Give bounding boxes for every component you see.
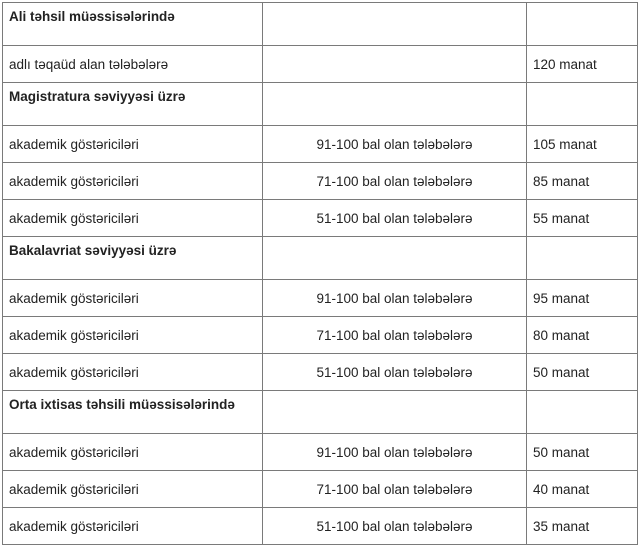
category-cell: akademik göstəriciləri [3, 126, 263, 163]
amount-cell: 105 manat [527, 126, 638, 163]
empty-cell [527, 83, 638, 126]
score-range-cell: 71-100 bal olan tələbələrə [263, 317, 527, 354]
empty-cell [263, 391, 527, 434]
score-range-cell: 91-100 bal olan tələbələrə [263, 434, 527, 471]
category-cell: akademik göstəriciləri [3, 200, 263, 237]
table-row [3, 434, 638, 471]
table-row [3, 317, 638, 354]
table-row [3, 200, 638, 237]
section-title-cell: Ali təhsil müəssisələrində [3, 3, 263, 46]
empty-cell [527, 237, 638, 280]
table-row [3, 354, 638, 391]
empty-cell [527, 3, 638, 46]
category-cell: akademik göstəriciləri [3, 163, 263, 200]
table-row [3, 471, 638, 508]
score-range-cell: 71-100 bal olan tələbələrə [263, 163, 527, 200]
category-cell: akademik göstəriciləri [3, 471, 263, 508]
section-header-row [3, 237, 638, 280]
section-title-cell: Magistratura səviyyəsi üzrə [3, 83, 263, 126]
empty-cell [263, 83, 527, 126]
category-cell: akademik göstəriciləri [3, 280, 263, 317]
amount-cell: 80 manat [527, 317, 638, 354]
score-range-cell [263, 46, 527, 83]
section-title-cell: Bakalavriat səviyyəsi üzrə [3, 237, 263, 280]
category-cell: akademik göstəriciləri [3, 434, 263, 471]
category-cell: akademik göstəriciləri [3, 317, 263, 354]
score-range-cell: 51-100 bal olan tələbələrə [263, 354, 527, 391]
score-range-cell: 51-100 bal olan tələbələrə [263, 200, 527, 237]
amount-cell: 95 manat [527, 280, 638, 317]
stipend-table [2, 2, 638, 545]
score-range-cell: 91-100 bal olan tələbələrə [263, 126, 527, 163]
category-cell: akademik göstəriciləri [3, 508, 263, 545]
section-header-row [3, 83, 638, 126]
section-header-row [3, 391, 638, 434]
amount-cell: 55 manat [527, 200, 638, 237]
table-row [3, 126, 638, 163]
empty-cell [527, 391, 638, 434]
empty-cell [263, 237, 527, 280]
amount-cell: 50 manat [527, 434, 638, 471]
amount-cell: 35 manat [527, 508, 638, 545]
amount-cell: 40 manat [527, 471, 638, 508]
category-cell: akademik göstəriciləri [3, 354, 263, 391]
table-row [3, 163, 638, 200]
amount-cell: 50 manat [527, 354, 638, 391]
score-range-cell: 71-100 bal olan tələbələrə [263, 471, 527, 508]
section-header-row [3, 3, 638, 46]
section-title-cell: Orta ixtisas təhsili müəssisələrində [3, 391, 263, 434]
empty-cell [263, 3, 527, 46]
table-row [3, 508, 638, 545]
score-range-cell: 51-100 bal olan tələbələrə [263, 508, 527, 545]
amount-cell: 120 manat [527, 46, 638, 83]
table-row [3, 46, 638, 83]
category-cell: adlı təqaüd alan tələbələrə [3, 46, 263, 83]
table-row [3, 280, 638, 317]
score-range-cell: 91-100 bal olan tələbələrə [263, 280, 527, 317]
amount-cell: 85 manat [527, 163, 638, 200]
